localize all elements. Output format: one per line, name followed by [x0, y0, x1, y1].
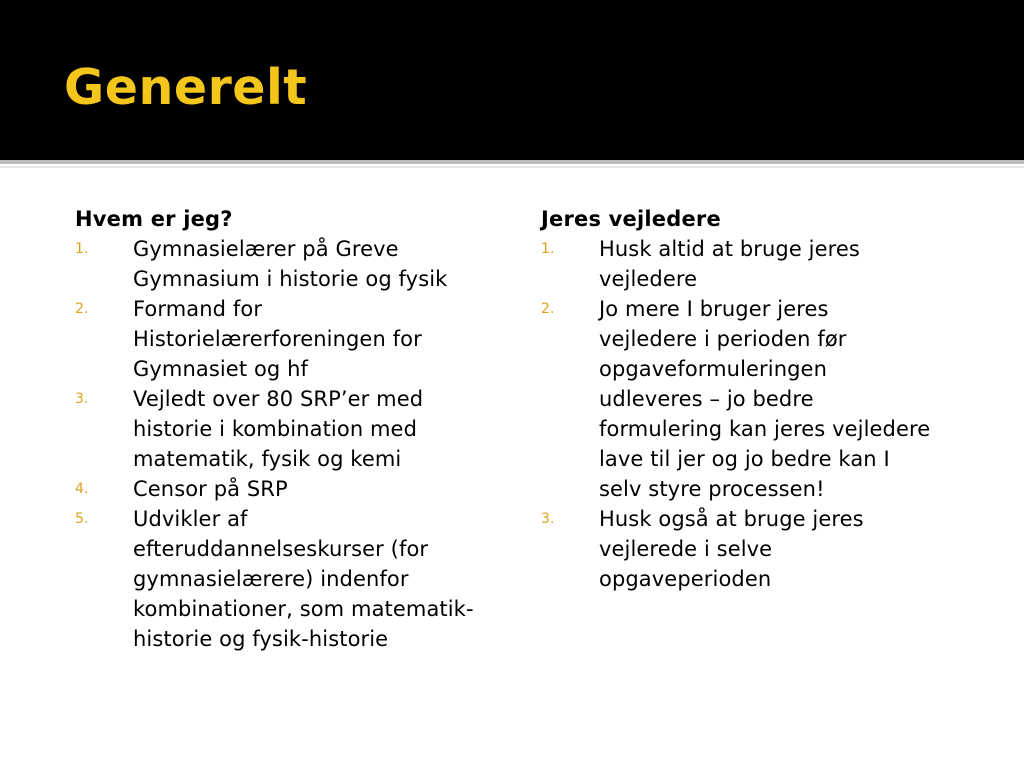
list-item-text: Husk altid at bruge jeres vejledere	[599, 237, 860, 291]
list-item-text: Udvikler af efteruddannelseskurser (for gymnasielærere) indenfor kombinationer, som matematik-historie og fysik-historie	[133, 507, 474, 651]
right-column-list	[541, 234, 931, 594]
list-item	[75, 294, 505, 384]
slide-title: Generelt	[64, 59, 308, 116]
list-number: 5.	[75, 511, 89, 527]
list-number: 2.	[75, 301, 89, 317]
title-band	[0, 0, 1024, 160]
left-column-list	[75, 234, 505, 654]
list-item-text: Gymnasielærer på Greve Gymnasium i historie og fysik	[133, 237, 448, 291]
list-item	[75, 234, 505, 294]
list-number: 2.	[541, 301, 555, 317]
left-column-heading: Hvem er jeg?	[75, 207, 233, 231]
list-item-text: Husk også at bruge jeres vejlerede i selve opgaveperioden	[599, 507, 864, 591]
list-item-text: Censor på SRP	[133, 477, 288, 501]
list-item	[541, 294, 931, 504]
list-number: 4.	[75, 481, 89, 497]
list-number: 1.	[541, 241, 555, 257]
list-item-text: Jo mere I bruger jeres vejledere i perioden før opgaveformuleringen udleveres – jo bedre formulering kan jeres vejledere lave til jer og jo bedre kan I selv styre processen!	[599, 297, 931, 501]
list-item	[75, 504, 505, 654]
list-number: 3.	[75, 391, 89, 407]
list-item	[75, 384, 505, 474]
list-item	[75, 474, 505, 504]
list-number: 3.	[541, 511, 555, 527]
list-number: 1.	[75, 241, 89, 257]
right-column	[541, 204, 931, 594]
list-item-text: Formand for Historielærerforeningen for Gymnasiet og hf	[133, 297, 422, 381]
title-divider-highlight	[0, 166, 1024, 168]
left-column	[75, 204, 505, 654]
list-item-text: Vejledt over 80 SRP’er med historie i kombination med matematik, fysik og kemi	[133, 387, 424, 471]
right-column-heading: Jeres vejledere	[541, 207, 721, 231]
title-divider	[0, 160, 1024, 164]
list-item	[541, 504, 931, 594]
list-item	[541, 234, 931, 294]
